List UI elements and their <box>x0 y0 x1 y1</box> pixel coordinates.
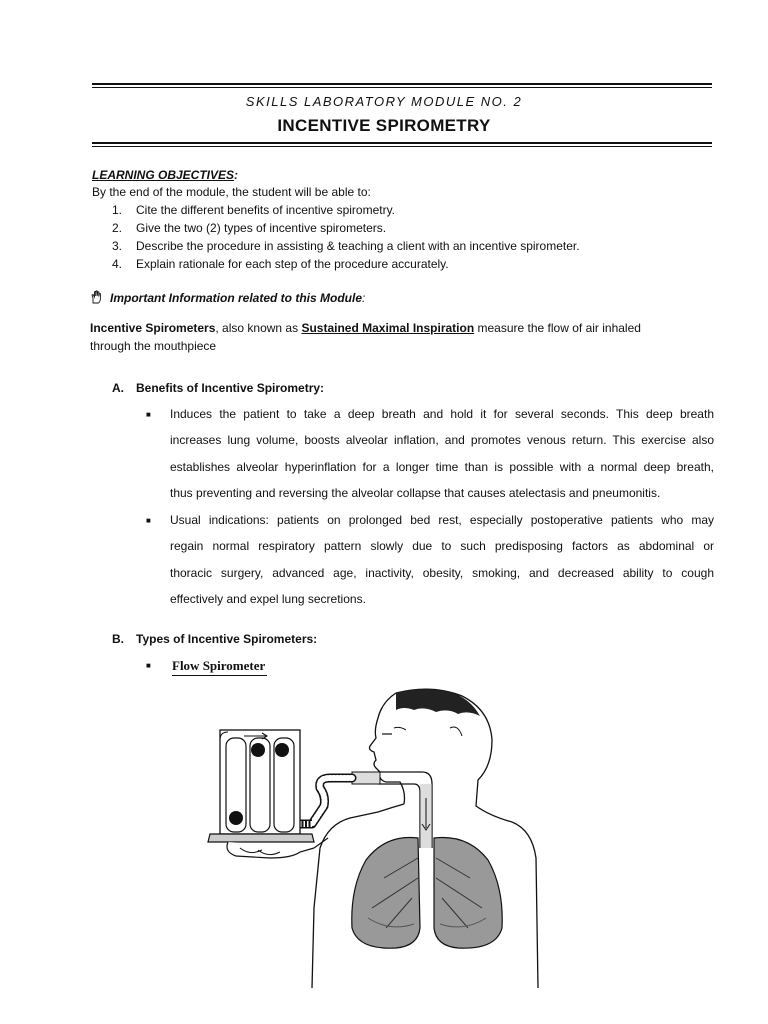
page-title: INCENTIVE SPIROMETRY <box>277 116 491 135</box>
paragraph-line: regain normal respiratory pattern slowly due to such predisposing factors as abdominal or <box>170 539 714 554</box>
important-info-label: Important Information related to this Module <box>110 291 362 305</box>
section-letter: B. <box>112 632 124 646</box>
definition-rest: measure the flow of air inhaled <box>477 321 641 335</box>
module-number: SKILLS LABORATORY MODULE NO. 2 <box>245 94 523 109</box>
section-b-heading <box>112 632 317 646</box>
objective-text: Give the two (2) types of incentive spirometers. <box>136 221 387 235</box>
flow-spirometer-illustration <box>200 688 540 993</box>
definition-mid: , also known as <box>215 321 299 335</box>
benefit-paragraph-2 <box>170 512 714 617</box>
objectives-intro: By the end of the module, the student will be able to: <box>92 185 371 199</box>
paragraph-line: Usual indications: patients on prolonged bed rest, especially postoperative patients who may <box>170 513 714 527</box>
paragraph-line: thus preventing and reversing the alveolar collapse that causes atelectasis and pneumonitis. <box>170 485 661 500</box>
benefit-paragraph-1 <box>170 406 714 511</box>
objective-item-2 <box>112 220 386 236</box>
objectives-heading: LEARNING OBJECTIVES: <box>92 168 239 182</box>
definition-term: Incentive Spirometers <box>90 321 216 335</box>
header-rule-top-thin <box>92 87 712 88</box>
bullet-square-icon: ■ <box>146 410 151 419</box>
paragraph-line: establishes alveolar hyperinflation for a longer time than is possible with a normal deep breath, <box>170 459 714 474</box>
paragraph-line: thoracic surgery, advanced age, inactivity, obesity, smoking, and decreased ability to cough <box>170 565 714 580</box>
objective-item-4 <box>112 256 449 272</box>
section-title: Benefits of Incentive Spirometry: <box>136 381 325 395</box>
definition-line-1 <box>90 320 641 336</box>
pointing-hand-icon <box>90 290 104 308</box>
objective-number: 2. <box>112 221 123 235</box>
objective-number: 1. <box>112 203 123 217</box>
paragraph-line: increases lung volume, boosts alveolar inflation, and promotes venous return. This exercise also <box>170 433 714 448</box>
bullet-square-icon: ■ <box>146 516 151 525</box>
paragraph-line: effectively and expel lung secretions. <box>170 591 366 606</box>
definition-underlined: Sustained Maximal Inspiration <box>301 321 475 335</box>
objective-text: Cite the different benefits of incentive spirometry. <box>136 203 396 217</box>
definition-line-2: through the mouthpiece <box>90 339 217 353</box>
bullet-square-icon: ■ <box>146 661 151 670</box>
objective-text: Explain rationale for each step of the procedure accurately. <box>136 257 449 271</box>
header-rule-top <box>92 83 712 85</box>
section-title: Types of Incentive Spirometers: <box>136 632 318 646</box>
flow-spirometer-label: Flow Spirometer <box>172 658 267 676</box>
objective-item-1 <box>112 202 395 218</box>
section-a-heading <box>112 381 324 395</box>
objective-text: Describe the procedure in assisting & teaching a client with an incentive spirometer. <box>136 239 580 253</box>
objective-number: 4. <box>112 257 123 271</box>
objective-item-3 <box>112 238 580 254</box>
objectives-heading-text: LEARNING OBJECTIVES <box>92 168 235 182</box>
objective-number: 3. <box>112 239 123 253</box>
paragraph-line: Induces the patient to take a deep breath and hold it for several seconds. This deep breath <box>170 407 714 421</box>
header-rule-bottom <box>92 142 712 144</box>
section-letter: A. <box>112 381 124 395</box>
header-rule-bottom-thin <box>92 146 712 147</box>
important-info: Important Information related to this Module: <box>90 290 365 308</box>
